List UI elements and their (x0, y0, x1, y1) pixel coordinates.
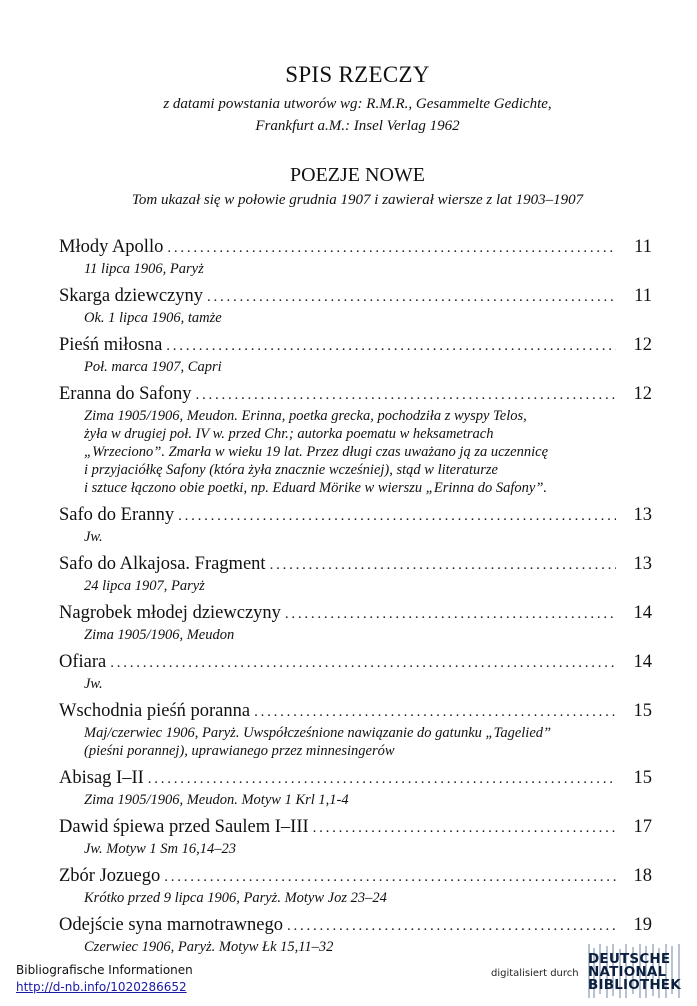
toc-entry-page: 11 (634, 237, 652, 257)
dot-leader (167, 237, 616, 260)
toc-entry (59, 767, 652, 809)
toc-entry-note: 24 lipca 1907, Paryż (84, 578, 205, 594)
toc-entry-page: 11 (634, 286, 652, 306)
toc-entry-note: i przyjaciółkę Safony (która żyła znacznie wcześniej), stąd w literaturze (84, 462, 498, 478)
toc-entry-note: Jw. (84, 676, 103, 692)
toc-entry-title: Safo do Alkajosa. Fragment (59, 554, 266, 574)
section-title: POEZJE NOWE (290, 164, 425, 186)
toc-entry-note: Czerwiec 1906, Paryż. Motyw Łk 15,11–32 (84, 939, 334, 955)
toc-entry-line (59, 236, 652, 260)
dot-leader (148, 768, 616, 791)
toc-entry-title: Wschodnia pieśń poranna (59, 701, 251, 721)
toc-entry-note: (pieśni porannej), uprawianego przez minnesingerów (84, 743, 395, 759)
toc-entry-page: 15 (633, 701, 652, 721)
toc-entry-page: 18 (633, 866, 652, 886)
toc-entry-page: 13 (633, 505, 652, 525)
toc-entry-note: żyła w drugiej poł. IV w. przed Chr.; autorka poematu w heksametrach (84, 426, 494, 442)
toc-entry (59, 816, 652, 858)
toc-entry-line (59, 602, 652, 626)
logo-line-1: DEUTSCHE (588, 951, 671, 967)
section-note: Tom ukazał się w połowie grudnia 1907 i zawierał wiersze z lat 1903–1907 (131, 192, 584, 208)
toc-entry-title: Nagrobek młodej dziewczyny (59, 603, 281, 623)
toc-entry-note: Maj/czerwiec 1906, Paryż. Uwspółcześnione nawiązanie do gatunku „Tagelied” (84, 725, 552, 741)
dot-leader (313, 817, 616, 840)
bibliographic-info (16, 963, 193, 994)
toc-entry-title: Zbór Jozuego (59, 866, 161, 886)
dot-leader (166, 335, 616, 358)
subtitle-line-1: z datami powstania utworów wg: R.M.R., Gesammelte Gedichte, (163, 96, 552, 112)
toc-entry-note: „Wrzeciono”. Zmarła w wieku 19 lat. Przez długi czas uważano ją za uczennicę (84, 444, 548, 460)
toc-entry-note: Zima 1905/1906, Meudon (84, 627, 235, 643)
dot-leader (287, 915, 616, 938)
toc-entry (59, 651, 652, 693)
dot-leader (196, 384, 616, 407)
toc-entry (59, 504, 652, 546)
dot-leader (270, 554, 616, 577)
toc-entry-note: Zima 1905/1906, Meudon. Motyw 1 Krl 1,1-4 (84, 792, 349, 808)
toc-entry-line (59, 285, 652, 309)
toc-entry-note: Zima 1905/1906, Meudon. Erinna, poetka grecka, pochodziła z wyspy Telos, (84, 408, 527, 424)
toc-entry-note: Jw. (84, 529, 103, 545)
dot-leader (254, 701, 616, 724)
bib-link[interactable]: http://d-nb.info/1020286652 (16, 980, 187, 994)
dot-leader (178, 505, 616, 528)
toc-entry-page: 13 (633, 554, 652, 574)
toc-entry-line (59, 383, 652, 407)
logo-line-2: NATIONAL (588, 964, 667, 980)
toc-entry (59, 383, 652, 497)
toc-entry-line (59, 816, 652, 840)
toc-entry-line (59, 504, 652, 528)
dot-leader (285, 603, 616, 626)
toc-entry (59, 285, 652, 327)
toc-entry (59, 914, 652, 956)
dot-leader (110, 652, 616, 675)
logo-line-3: BIBLIOTHEK (588, 977, 681, 993)
toc-entry (59, 865, 652, 907)
toc-entry-page: 15 (633, 768, 652, 788)
toc-entry-page: 12 (633, 384, 652, 404)
toc-entry-line (59, 334, 652, 358)
toc-entry-page: 14 (633, 652, 652, 672)
toc-entry-title: Safo do Eranny (59, 505, 175, 525)
toc-entry-note: Krótko przed 9 lipca 1906, Paryż. Motyw Joz 23–24 (84, 890, 387, 906)
toc-entry (59, 334, 652, 376)
toc-entry (59, 553, 652, 595)
toc-entry-title: Eranna do Safony (59, 384, 192, 404)
toc-entry-page: 14 (633, 603, 652, 623)
toc-entry-line (59, 914, 652, 938)
toc-entry (59, 700, 652, 760)
toc-entry-title: Pieśń miłosna (59, 335, 163, 355)
page-title: SPIS RZECZY (285, 62, 430, 87)
toc-entry-line (59, 865, 652, 889)
toc-entry (59, 236, 652, 278)
bib-label: Bibliografische Informationen (16, 963, 193, 977)
toc-entry-note: i sztuce łączono obie poetki, np. Eduard Mörike w wierszu „Erinna do Safony”. (84, 480, 548, 496)
toc-entry-title: Skarga dziewczyny (59, 286, 204, 306)
dot-leader (164, 866, 616, 889)
toc-entry-page: 17 (633, 817, 652, 837)
toc-entry-line (59, 651, 652, 675)
table-of-contents (59, 236, 652, 963)
toc-entry-page: 19 (633, 915, 652, 935)
toc-entry-title: Młody Apollo (59, 237, 164, 257)
digitized-by-label: digitalisiert durch (491, 968, 579, 979)
toc-entry-title: Ofiara (59, 652, 107, 672)
toc-entry-line (59, 700, 652, 724)
toc-entry-page: 12 (633, 335, 652, 355)
toc-entry-line (59, 767, 652, 791)
toc-entry-note: 11 lipca 1906, Paryż (84, 261, 204, 277)
toc-entry-title: Abisag I–II (59, 768, 144, 788)
dnb-logo (585, 944, 685, 998)
toc-entry-note: Jw. Motyw 1 Sm 16,14–23 (84, 841, 236, 857)
toc-entry (59, 602, 652, 644)
toc-entry-title: Odejście syna marnotrawnego (59, 915, 283, 935)
subtitle-line-2: Frankfurt a.M.: Insel Verlag 1962 (255, 118, 460, 134)
dot-leader (207, 286, 616, 309)
toc-entry-title: Dawid śpiewa przed Saulem I–III (59, 817, 309, 837)
toc-entry-line (59, 553, 652, 577)
toc-entry-note: Ok. 1 lipca 1906, tamże (84, 310, 222, 326)
toc-entry-note: Poł. marca 1907, Capri (84, 359, 222, 375)
